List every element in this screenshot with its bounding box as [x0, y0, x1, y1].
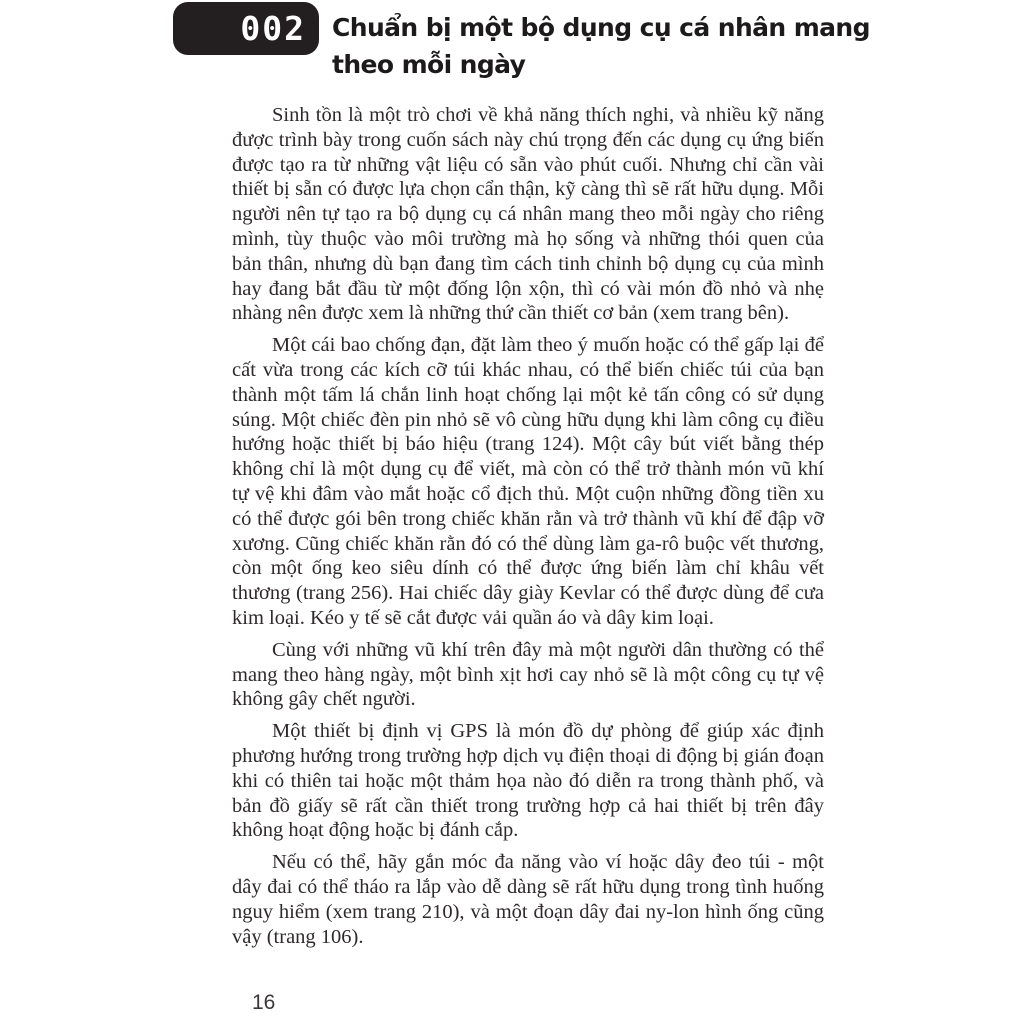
page-number: 16	[252, 991, 276, 1014]
chapter-number-badge	[173, 2, 319, 55]
chapter-number: 002	[240, 9, 306, 48]
chapter-title: Chuẩn bị một bộ dụng cụ cá nhân mang theo mỗi ngày	[332, 13, 870, 79]
paragraph-1: Sinh tồn là một trò chơi về khả năng thích nghi, và nhiều kỹ năng được trình bày trong cuốn sách này chú trọng đến các dụng cụ ứng biến được tạo ra từ những vật liệu có sẵn vào phút cuối. Nhưng chỉ cần vài thiết bị sẵn có được lựa chọn cẩn thận, kỹ càng thì sẽ rất hữu dụng. Mỗi người nên tự tạo ra bộ dụng cụ cá nhân mang theo mỗi ngày cho riêng mình, tùy thuộc vào môi trường mà họ sống và những thói quen của bản thân, nhưng dù bạn đang tìm cách tinh chỉnh bộ dụng cụ của mình hay đang bắt đầu từ một đống lộn xộn, thì có vài món đồ nhỏ và nhẹ nhàng nên được xem là những thứ cần thiết cơ bản (xem trang bên).	[232, 104, 824, 325]
paragraph-2: Một cái bao chống đạn, đặt làm theo ý muốn hoặc có thể gấp lại để cất vừa trong các kích cỡ túi khác nhau, có thể biến chiếc túi của bạn thành một tấm lá chắn linh hoạt chống lại một kẻ tấn công có sử dụng súng. Một chiếc đèn pin nhỏ sẽ vô cùng hữu dụng khi làm công cụ điều hướng hoặc thiết bị báo hiệu (trang 124). Một cây bút viết bằng thép không chỉ là một dụng cụ để viết, mà còn có thể trở thành món vũ khí tự vệ khi đâm vào mắt hoặc cổ địch thủ. Một cuộn những đồng tiền xu có thể được gói bên trong chiếc khăn rằn và trở thành vũ khí để đập vỡ xương. Cũng chiếc khăn rằn đó có thể dùng làm ga-rô buộc vết thương, còn một ống keo siêu dính có thể được ứng biến làm chỉ khâu vết thương (trang 256). Hai chiếc dây giày Kevlar có thể được dùng để cưa kim loại. Kéo y tế sẽ cắt được vải quần áo và dây kim loại.	[232, 334, 824, 629]
paragraph-3: Cùng với những vũ khí trên đây mà một người dân thường có thể mang theo hàng ngày, một bình xịt hơi cay nhỏ sẽ là một công cụ tự vệ không gây chết người.	[232, 638, 824, 711]
paragraph-4: Một thiết bị định vị GPS là món đồ dự phòng để giúp xác định phương hướng trong trường hợp dịch vụ điện thoại di động bị gián đoạn khi có thiên tai hoặc một thảm họa nào đó diễn ra trong thành phố, và bản đồ giấy sẽ rất cần thiết trong trường hợp cả hai thiết bị trên đây không hoạt động hoặc bị đánh cắp.	[232, 720, 824, 842]
body-text	[232, 103, 824, 956]
paragraph-5: Nếu có thể, hãy gắn móc đa năng vào ví hoặc dây đeo túi - một dây đai có thể tháo ra lắp vào dễ dàng sẽ rất hữu dụng trong tình huống nguy hiểm (xem trang 210), và một đoạn dây đai ny-lon hình ống cũng vậy (trang 106).	[232, 851, 824, 948]
